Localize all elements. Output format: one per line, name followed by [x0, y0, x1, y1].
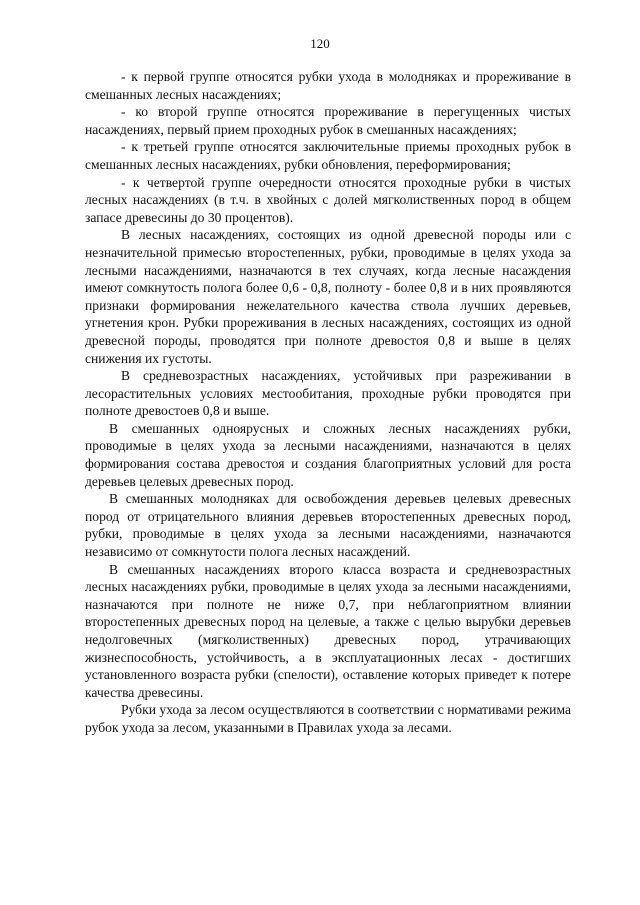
paragraph-standards: Рубки ухода за лесом осуществляются в соответствии с нормативами режима рубок ухода за лесом, указанными в Правилах ухода за лесами.	[85, 702, 571, 735]
paragraph-pure-stands: В лесных насаждениях, состоящих из одной древесной породы или с незначительной примесью второстепенных, рубки, проводимые в целях ухода за лесными насаждениями, назначаются в тех случаях, когда лесные насаждения имеют сомкнутость полога более 0,6 - 0,8, полноту - более 0,8 и в них проявляются признаки формирования нежелательного качества ствола лучших деревьев, угнетения крон. Рубки прореживания в лесных насаждениях, состоящих из одной древесной породы, проводятся при полноте древостоя 0,8 и выше в целях снижения их густоты.	[85, 227, 571, 366]
paragraph-middle-aged: В средневозрастных насаждениях, устойчивых при разреживании в лесорастительных условиях местообитания, проходные рубки проводятся при полноте древостоев 0,8 и выше.	[85, 368, 571, 419]
paragraph-group-3: - к третьей группе относятся заключительные приемы проходных рубок в смешанных лесных насаждениях, рубки обновления, переформирования;	[85, 139, 571, 172]
paragraph-second-class: В смешанных насаждениях второго класса возраста и средневозрастных лесных насаждениях рубки, проводимые в целях ухода за лесными насаждениями, назначаются при полноте не ниже 0,7, при неблагоприятном влиянии второстепенных древесных пород на целевые, а также с целью вырубки деревьев недолговечных (мягколиственных) древесных пород, утрачивающих жизнеспособность, устойчивость, а в эксплуатационных лесах - достигших установленного возраста рубки (спелости), оставление которых приведет к потере качества древесины.	[85, 561, 571, 700]
paragraph-mixed-stands: В смешанных одноярусных и сложных лесных насаждениях рубки, проводимые в целях ухода за лесными насаждениями, назначаются в целях формирования состава древостоя и создания благоприятных условий для роста деревьев целевых древесных пород.	[85, 420, 571, 489]
body-text	[85, 68, 571, 737]
paragraph-group-4: - к четвертой группе очередности относятся проходные рубки в чистых лесных насаждениях (в т.ч. в хвойных с долей мягколиственных пород в общем запасе древесины до 30 процентов).	[85, 174, 571, 225]
paragraph-mixed-young: В смешанных молодняках для освобождения деревьев целевых древесных пород от отрицательного влияния деревьев второстепенных древесных пород, рубки, проводимые в целях ухода за лесными насаждениями, назначаются независимо от сомкнутости полога лесных насаждений.	[85, 491, 571, 560]
paragraph-group-1: - к первой группе относятся рубки ухода в молодняках и прореживание в смешанных лесных насаждениях;	[85, 69, 571, 102]
page-number: 120	[310, 36, 330, 51]
paragraph-group-2: - ко второй группе относятся прореживание в перегущенных чистых насаждениях, первый прием проходных рубок в смешанных насаждениях;	[85, 104, 571, 137]
